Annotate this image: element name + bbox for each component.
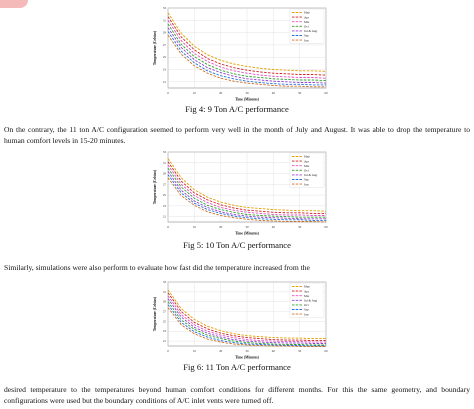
x-tick-label: 30 bbox=[245, 225, 249, 229]
legend-label: Apr bbox=[304, 289, 309, 294]
x-tick-label: 50 bbox=[298, 225, 302, 229]
legend-label: Oct bbox=[304, 168, 309, 173]
legend-label: Apr bbox=[304, 159, 309, 164]
legend-label: Apr bbox=[304, 15, 309, 20]
x-tick-label: 50 bbox=[298, 91, 302, 95]
x-tick-label: 20 bbox=[219, 225, 223, 229]
legend-label: Oct bbox=[304, 303, 309, 308]
y-tick-label: 33 bbox=[162, 280, 166, 284]
figure-5-caption: Fig 5: 10 Ton A/C performance bbox=[183, 240, 291, 250]
legend-label: Sep bbox=[304, 307, 309, 312]
page-corner-decoration bbox=[0, 0, 28, 8]
x-tick-label: 40 bbox=[271, 91, 275, 95]
y-tick-label: 25 bbox=[162, 55, 166, 60]
y-tick-label: 29 bbox=[162, 30, 166, 35]
x-tick-label: 10 bbox=[192, 91, 196, 95]
legend-label: Jul & Aug bbox=[304, 298, 318, 303]
x-tick-label: 10 bbox=[192, 349, 196, 353]
legend-label: Oct bbox=[304, 24, 309, 29]
x-tick-label: 0 bbox=[167, 349, 169, 353]
y-tick-label: 23 bbox=[162, 329, 166, 334]
x-tick-label: 30 bbox=[245, 349, 249, 353]
y-axis-label: Temperature (Celsius) bbox=[153, 296, 157, 332]
legend-label: May bbox=[304, 154, 310, 159]
y-tick-label: 27 bbox=[162, 309, 166, 314]
figure-4-chart bbox=[144, 4, 334, 102]
legend-label: Sep bbox=[304, 177, 309, 182]
y-tick-label: 23 bbox=[162, 203, 166, 208]
y-tick-label: 33 bbox=[162, 150, 166, 154]
x-tick-label: 10 bbox=[192, 225, 196, 229]
y-tick-label: 29 bbox=[162, 299, 166, 304]
legend-label: May bbox=[304, 10, 310, 15]
x-tick-label: 20 bbox=[219, 349, 223, 353]
x-tick-label: 60 bbox=[324, 349, 328, 353]
y-tick-label: 33 bbox=[162, 6, 166, 10]
legend-label: Jul & Aug bbox=[304, 173, 318, 178]
paragraph-11-ton-results: On the contrary, the 11 ton A/C configuration seemed to perform very well in the month of July and August. It was able to drop the temperature to human comfort levels in 15-20 minutes. bbox=[4, 125, 470, 145]
figure-4-caption: Fig 4: 9 Ton A/C performance bbox=[185, 104, 289, 114]
x-tick-label: 40 bbox=[271, 349, 275, 353]
figure-5-chart bbox=[144, 148, 334, 236]
y-tick-label: 21 bbox=[162, 339, 166, 344]
y-tick-label: 29 bbox=[162, 171, 166, 176]
y-tick-label: 21 bbox=[162, 79, 166, 84]
legend-label: Mar bbox=[304, 163, 310, 168]
legend-label: Sep bbox=[304, 33, 309, 38]
line-chart-fig6 bbox=[144, 278, 334, 360]
x-tick-label: 0 bbox=[167, 225, 169, 229]
legend-label: Jun bbox=[304, 312, 309, 317]
x-tick-label: 0 bbox=[167, 91, 169, 95]
x-axis-label: Time (Minutes) bbox=[235, 355, 259, 360]
legend-label: Jun bbox=[304, 38, 309, 43]
y-tick-label: 31 bbox=[162, 18, 166, 23]
y-tick-label: 23 bbox=[162, 67, 166, 72]
legend-label: Mar bbox=[304, 293, 310, 298]
y-tick-label: 27 bbox=[162, 182, 166, 187]
figure-6-caption: Fig 6: 11 Ton A/C performance bbox=[183, 362, 291, 372]
x-tick-label: 30 bbox=[245, 91, 249, 95]
y-axis-label: Temperature (Celsius) bbox=[153, 30, 157, 66]
line-chart-fig5 bbox=[144, 148, 334, 236]
y-axis-label: Temperature (Celsius) bbox=[153, 169, 157, 205]
x-axis-label: Time (Minutes) bbox=[235, 231, 259, 236]
x-tick-label: 60 bbox=[324, 225, 328, 229]
line-chart-fig4 bbox=[144, 4, 334, 102]
y-tick-label: 27 bbox=[162, 42, 166, 47]
x-tick-label: 40 bbox=[271, 225, 275, 229]
y-tick-label: 25 bbox=[162, 319, 166, 324]
legend-label: Jul & Aug bbox=[304, 29, 318, 34]
x-tick-label: 60 bbox=[324, 91, 328, 95]
x-tick-label: 20 bbox=[219, 91, 223, 95]
legend-label: May bbox=[304, 284, 310, 289]
x-tick-label: 50 bbox=[298, 349, 302, 353]
y-tick-label: 21 bbox=[162, 214, 166, 219]
y-tick-label: 31 bbox=[162, 160, 166, 165]
paragraph-heating-simulation: desired temperature to the temperatures beyond human comfort conditions for different months. For this the same geometry, and boundary configurations were used but the boundary conditions of A/C inlet vents were turned off. bbox=[4, 385, 470, 405]
legend-label: Jun bbox=[304, 182, 309, 187]
legend-label: Mar bbox=[304, 19, 310, 24]
paragraph-simulations-intro: Similarly, simulations were also perform to evaluate how fast did the temperature increased from the bbox=[4, 263, 310, 272]
x-axis-label: Time (Minutes) bbox=[235, 97, 259, 102]
y-tick-label: 25 bbox=[162, 193, 166, 198]
figure-6-chart bbox=[144, 278, 334, 360]
y-tick-label: 31 bbox=[162, 289, 166, 294]
